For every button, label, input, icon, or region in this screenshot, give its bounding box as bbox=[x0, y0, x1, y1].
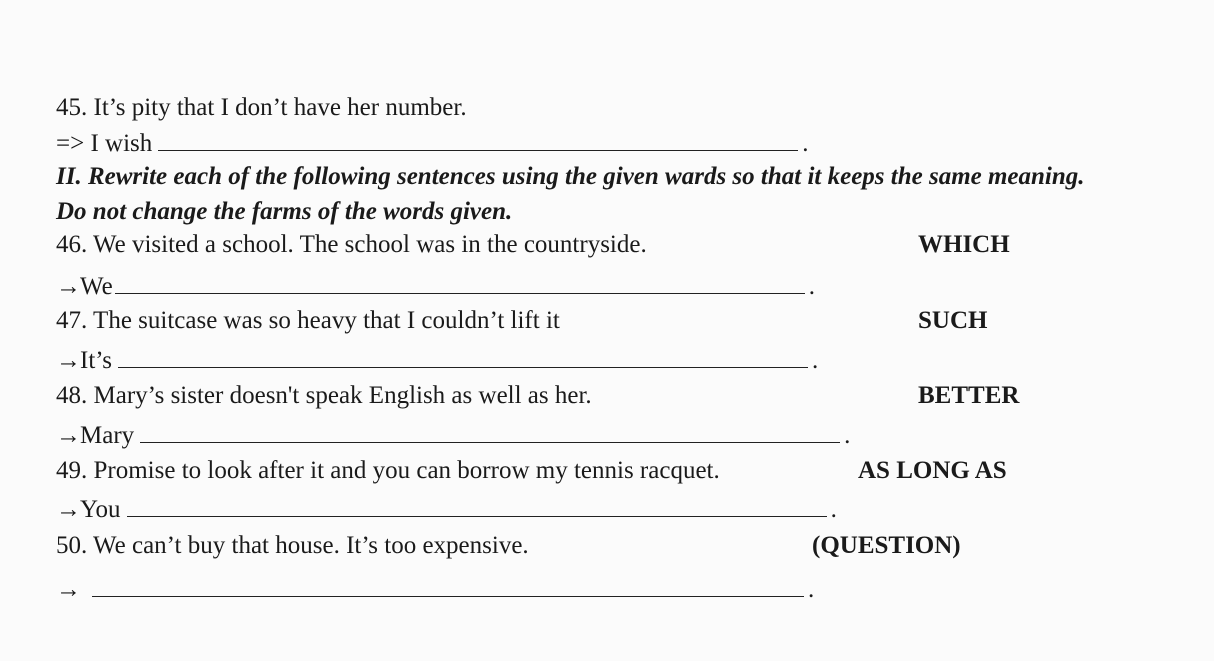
question-47-answer-line bbox=[56, 345, 818, 376]
arrow-icon: → bbox=[56, 496, 81, 523]
question-49-keyword: AS LONG AS bbox=[858, 457, 1007, 484]
answer-end: . bbox=[830, 496, 837, 523]
section-heading-line-2: Do not change the farms of the words given. bbox=[56, 198, 513, 225]
answer-end: . bbox=[811, 347, 819, 374]
question-46-prompt: 46. We visited a school. The school was in the countryside. bbox=[56, 231, 647, 258]
question-50-keyword: (QUESTION) bbox=[812, 532, 961, 559]
arrow-icon: → bbox=[56, 422, 81, 449]
question-48-answer-line bbox=[56, 420, 850, 451]
question-45-prompt: 45. It’s pity that I don’t have her number. bbox=[56, 94, 467, 121]
answer-lead: You bbox=[80, 496, 121, 523]
answer-blank[interactable] bbox=[127, 494, 827, 517]
question-46-answer-line bbox=[56, 271, 815, 302]
question-48-keyword: BETTER bbox=[918, 382, 1020, 409]
question-46-keyword: WHICH bbox=[918, 231, 1010, 258]
question-49-answer-line bbox=[56, 494, 837, 525]
answer-blank[interactable] bbox=[158, 128, 798, 151]
section-heading-line-1: II. Rewrite each of the following sentences using the given wards so that it keeps the same meaning. bbox=[56, 163, 1085, 190]
answer-lead: It’s bbox=[80, 347, 112, 374]
answer-lead: Mary bbox=[80, 422, 135, 449]
answer-blank[interactable] bbox=[115, 271, 805, 294]
answer-end: . bbox=[808, 576, 815, 603]
answer-blank[interactable] bbox=[140, 420, 840, 443]
answer-lead: We bbox=[80, 273, 113, 300]
question-49-prompt: 49. Promise to look after it and you can borrow my tennis racquet. bbox=[56, 457, 720, 484]
answer-lead: => I wish bbox=[56, 130, 153, 157]
arrow-icon: → bbox=[56, 347, 81, 374]
question-50-answer-line bbox=[56, 574, 814, 605]
answer-blank[interactable] bbox=[92, 574, 804, 597]
answer-end: . bbox=[808, 273, 815, 300]
question-47-keyword: SUCH bbox=[918, 307, 988, 334]
question-47-prompt: 47. The suitcase was so heavy that I couldn’t lift it bbox=[56, 307, 560, 334]
question-50-prompt: 50. We can’t buy that house. It’s too expensive. bbox=[56, 532, 529, 559]
answer-end: . bbox=[844, 422, 851, 449]
arrow-icon: → bbox=[56, 273, 81, 300]
answer-blank[interactable] bbox=[118, 345, 808, 368]
answer-end: . bbox=[802, 130, 809, 157]
arrow-icon: → bbox=[56, 576, 81, 603]
question-45-answer-line bbox=[56, 128, 809, 159]
question-48-prompt: 48. Mary’s sister doesn't speak English as well as her. bbox=[56, 382, 592, 409]
